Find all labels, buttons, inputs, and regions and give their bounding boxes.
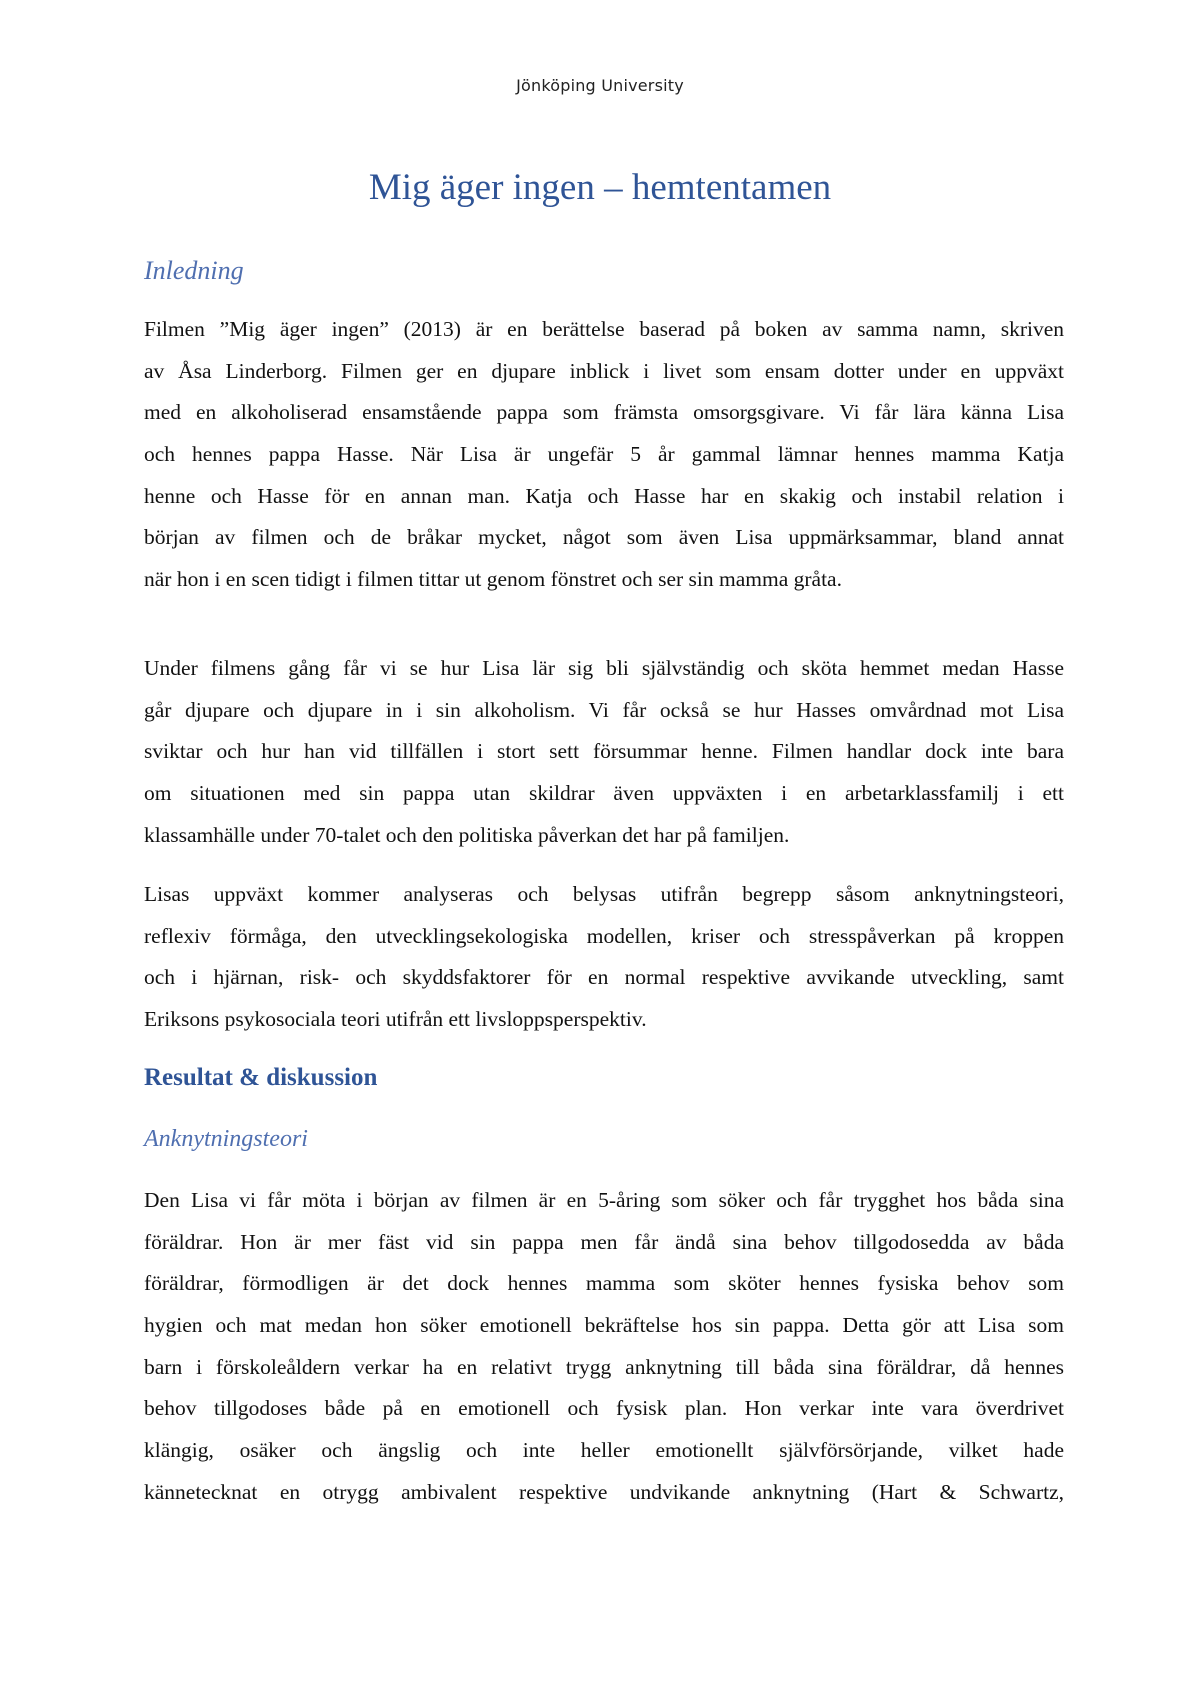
text-line: med en alkoholiserad ensamstående pappa som främsta omsorgsgivare. Vi får lära känna Lisa	[144, 400, 1064, 425]
text-line: går djupare och djupare in i sin alkoholism. Vi får också se hur Hasses omvårdnad mot Lisa	[144, 697, 1064, 722]
heading-resultat-diskussion: Resultat & diskussion	[144, 1064, 378, 1091]
text-line: början av filmen och de bråkar mycket, något som även Lisa uppmärksammar, bland annat	[144, 525, 1064, 550]
text-line: Lisas uppväxt kommer analyseras och belysas utifrån begrepp såsom anknytningsteori,	[144, 882, 1064, 906]
text-line: Eriksons psykosociala teori utifrån ett livsloppsperspektiv.	[144, 1007, 647, 1032]
text-line: klassamhälle under 70-talet och den politiska påverkan det har på familjen.	[144, 822, 790, 847]
running-header: Jönköping University	[516, 76, 684, 95]
text-line: av Åsa Linderborg. Filmen ger en djupare inblick i livet som ensam dotter under en uppväxt	[144, 358, 1064, 383]
text-line: Filmen ”Mig äger ingen” (2013) är en berättelse baserad på boken av samma namn, skriven	[144, 317, 1064, 341]
text-line: när hon i en scen tidigt i filmen tittar ut genom fönstret och ser sin mamma gråta.	[144, 567, 842, 592]
text-line: om situationen med sin pappa utan skildrar även uppväxten i en arbetarklassfamilj i ett	[144, 781, 1064, 806]
paragraph-intro-3	[144, 874, 1064, 1041]
text-line: Den Lisa vi får möta i början av filmen är en 5-åring som söker och får trygghet hos båda sina	[144, 1188, 1064, 1212]
paragraph-intro-2	[144, 648, 1064, 856]
text-line: hygien och mat medan hon söker emotionell bekräftelse hos sin pappa. Detta gör att Lisa som	[144, 1313, 1064, 1338]
paragraph-intro-1	[144, 309, 1064, 601]
text-line: sviktar och hur han vid tillfällen i stort sett försummar henne. Filmen handlar dock inte bara	[144, 739, 1064, 764]
text-line: Under filmens gång får vi se hur Lisa lär sig bli självständig och sköta hemmet medan Hasse	[144, 656, 1064, 680]
text-line: barn i förskoleåldern verkar ha en relativt trygg anknytning till båda sina föräldrar, då hennes	[144, 1354, 1064, 1379]
text-line: klängig, osäker och ängslig och inte heller emotionellt självförsörjande, vilket hade	[144, 1438, 1064, 1463]
text-line: reflexiv förmåga, den utvecklingsekologiska modellen, kriser och stresspåverkan på kroppen	[144, 923, 1064, 948]
heading-anknytningsteori: Anknytningsteori	[144, 1126, 308, 1152]
text-line: föräldrar, förmodligen är det dock hennes mamma som sköter hennes fysiska behov som	[144, 1271, 1064, 1296]
text-line: henne och Hasse för en annan man. Katja och Hasse har en skakig och instabil relation i	[144, 483, 1064, 508]
heading-inledning: Inledning	[144, 256, 244, 285]
text-line: och hennes pappa Hasse. När Lisa är ungefär 5 år gammal lämnar hennes mamma Katja	[144, 442, 1064, 467]
document-title: Mig äger ingen – hemtentamen	[368, 167, 832, 208]
text-line: kännetecknat en otrygg ambivalent respektive undvikande anknytning (Hart & Schwartz,	[144, 1479, 1064, 1504]
text-line: föräldrar. Hon är mer fäst vid sin pappa men får ändå sina behov tillgodosedda av båda	[144, 1229, 1064, 1254]
text-line: och i hjärnan, risk- och skyddsfaktorer för en normal respektive avvikande utveckling, samt	[144, 965, 1064, 990]
paragraph-attachment-1	[144, 1180, 1064, 1514]
text-line: behov tillgodoses både på en emotionell och fysisk plan. Hon verkar inte vara överdrivet	[144, 1396, 1064, 1421]
